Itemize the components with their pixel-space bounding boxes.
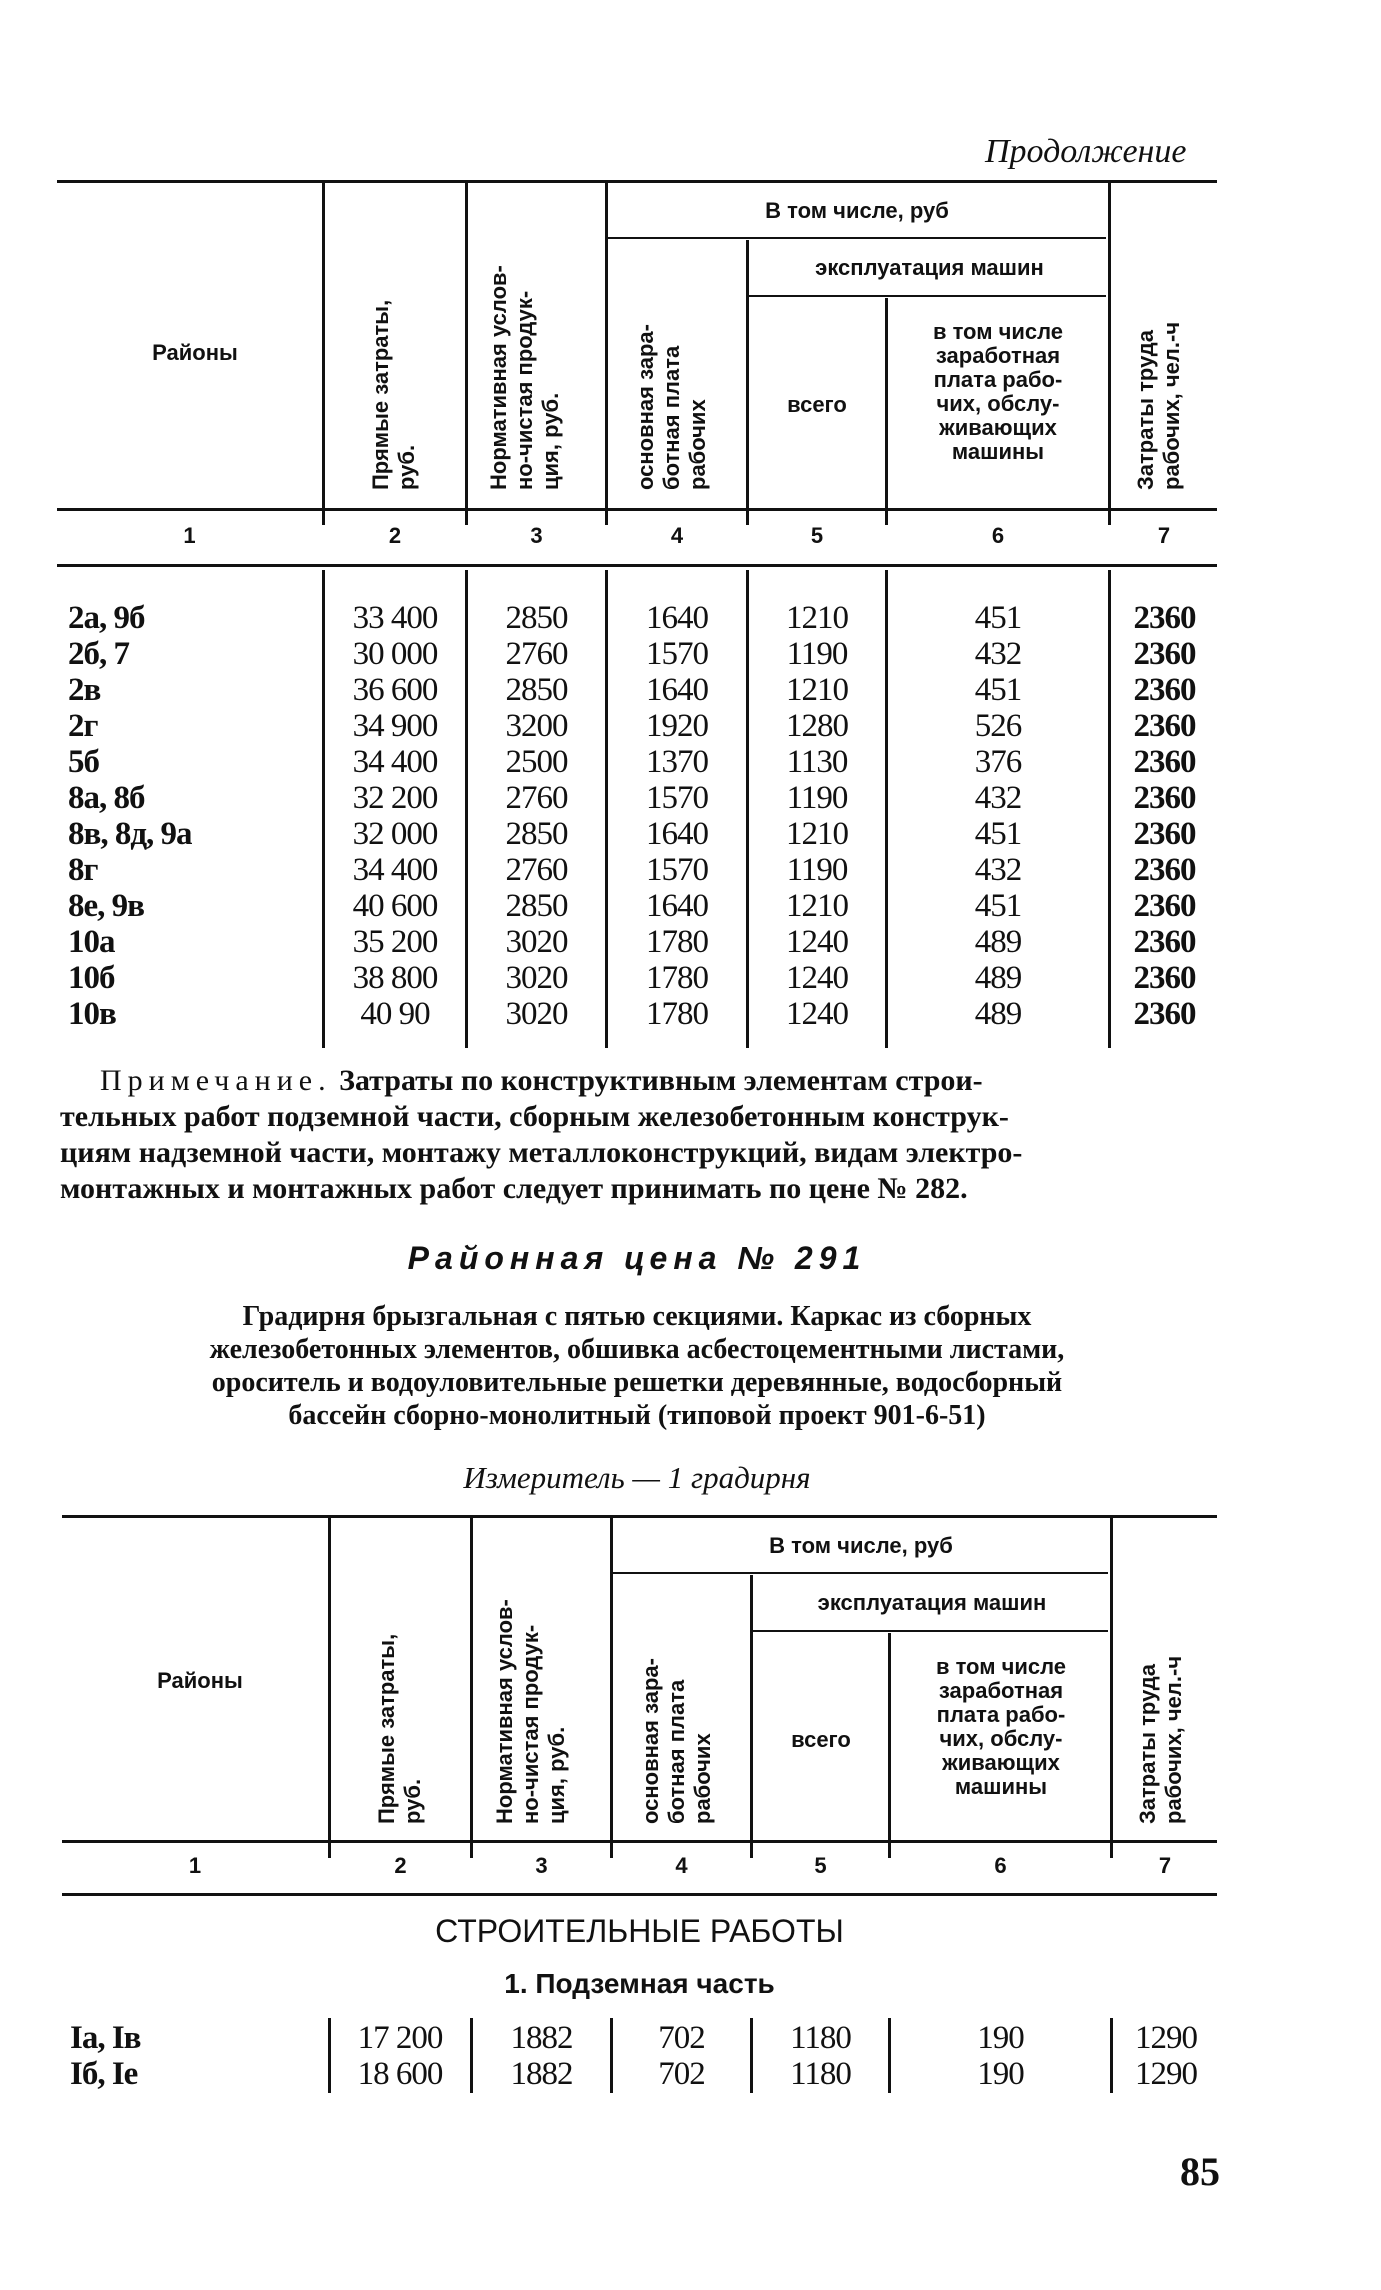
table-cell: 2а, 9б [68, 600, 145, 636]
table-cell: 5б [68, 744, 99, 780]
table-cell: 33 400 [352, 600, 438, 636]
table-cell: 36 600 [352, 672, 438, 708]
table-cell: 1190 [786, 852, 848, 888]
col-number-7: 7 [1157, 523, 1171, 548]
description-line: Градирня брызгальная с пятью секциями. Каркас из сборных [242, 1301, 1032, 1332]
col-number-1: 1 [183, 523, 196, 548]
table-cell: 526 [974, 708, 1022, 744]
table2-col-machines-total [755, 2020, 886, 2092]
header-including: В том числе, руб [769, 1533, 953, 1558]
header-normative-product: Нормативная услов- но-чистая продук- ция, руб. [492, 1599, 569, 1824]
table-cell: 451 [974, 672, 1022, 708]
col-number-7: 7 [1158, 1853, 1172, 1878]
table-cell: 1240 [786, 960, 848, 996]
table-cell: 1240 [786, 924, 848, 960]
table-cell: 2360 [1133, 744, 1196, 780]
header-machine-operation: эксплуатация машин [817, 1590, 1047, 1615]
header-direct-costs: Прямые затраты, руб. [368, 299, 419, 490]
table-cell: 1640 [646, 816, 708, 852]
table-cell: 451 [974, 888, 1022, 924]
table-cell: 2850 [505, 816, 568, 852]
table-cell: 34 400 [352, 744, 438, 780]
table-cell: 32 000 [352, 816, 438, 852]
table1-col-operator-wages [890, 600, 1106, 1032]
col-number-5: 5 [810, 523, 824, 548]
header-districts: Районы [152, 340, 238, 365]
table-cell: 2360 [1133, 816, 1196, 852]
note-text-line: циям надземной части, монтажу металлоконструкций, видам электро- [60, 1136, 1023, 1169]
table-cell: 1190 [786, 780, 848, 816]
table-cell: 38 800 [352, 960, 438, 996]
table-cell: 2760 [505, 780, 568, 816]
header-base-wages: основная зара- ботная плата рабочих [633, 324, 710, 490]
note-text-line: тельных работ подземной части, сборным железобетонным конструк- [60, 1100, 1009, 1133]
header-machine-operation: эксплуатация машин [815, 255, 1044, 280]
section-description [57, 1300, 1217, 1432]
table-cell: 18 600 [357, 2056, 443, 2092]
header-labor: Затраты труда рабочих, чел.-ч [1135, 1655, 1186, 1824]
table-cell: 3020 [505, 996, 568, 1032]
table-cell: 8в, 8д, 9а [68, 816, 192, 852]
table-cell: 2360 [1133, 888, 1196, 924]
table-cell: 40 600 [352, 888, 438, 924]
table-cell: 2360 [1133, 600, 1196, 636]
table-cell: Iа, Iв [70, 2020, 141, 2056]
table-cell: 2б, 7 [68, 636, 129, 672]
table-cell: 1640 [646, 672, 708, 708]
table-cell: 1570 [646, 780, 708, 816]
header-normative-product: Нормативная услов- но-чистая продук- ция, руб. [486, 265, 563, 490]
price-title: Районная цена № 291 [407, 1240, 867, 1276]
table-cell: 1280 [786, 708, 848, 744]
table-cell: 10а [68, 924, 115, 960]
subheading: 1. Подземная часть [504, 1968, 775, 1999]
table-cell: 3020 [505, 960, 568, 996]
table1-col-districts [68, 600, 318, 1032]
table1-col-direct-costs [328, 600, 462, 1032]
table-cell: 1920 [646, 708, 708, 744]
table-cell: 489 [974, 924, 1022, 960]
col-number-1: 1 [188, 1853, 202, 1878]
table-cell: 34 900 [352, 708, 438, 744]
table-cell: 3020 [505, 924, 568, 960]
table-cell: 702 [658, 2020, 705, 2056]
table-cell: 1780 [646, 996, 708, 1032]
table2-col-direct-costs [333, 2020, 467, 2092]
col-number-3: 3 [530, 523, 543, 548]
table-cell: 1780 [646, 924, 708, 960]
table-cell: 1882 [510, 2056, 573, 2092]
header-labor: Затраты труда рабочих, чел.-ч [1133, 321, 1184, 490]
table-cell: 8а, 8б [68, 780, 145, 816]
table-cell: 1882 [510, 2020, 573, 2056]
col-number-4: 4 [670, 523, 684, 548]
page-number: 85 [1180, 2149, 1220, 2194]
table1-col-machines-total [751, 600, 883, 1032]
table-cell: 30 000 [352, 636, 438, 672]
table1-col-base-wages [610, 600, 744, 1032]
header-operator-wages: в том числе заработная плата рабо- чих, обслу- живающих машины [935, 1654, 1067, 1799]
table-cell: Iб, Iе [70, 2056, 138, 2092]
header-districts: Районы [157, 1668, 243, 1693]
table-cell: 1210 [786, 888, 848, 924]
col-number-4: 4 [675, 1853, 688, 1878]
table-cell: 489 [974, 960, 1022, 996]
table-cell: 17 200 [357, 2020, 443, 2056]
header-including: В том числе, руб [765, 198, 949, 223]
col-number-3: 3 [535, 1853, 548, 1878]
table-cell: 1240 [786, 996, 848, 1032]
table-cell: 2360 [1133, 852, 1196, 888]
table-cell: 1370 [646, 744, 708, 780]
note-label: Примечание. [100, 1064, 332, 1097]
table-cell: 1130 [786, 744, 848, 780]
table-cell: 2850 [505, 600, 568, 636]
table-cell: 2760 [505, 852, 568, 888]
table1-col-labor [1112, 600, 1217, 1032]
table-cell: 2г [68, 708, 98, 744]
description-line: бассейн сборно-монолитный (типовой проект 901-6-51) [288, 1400, 986, 1431]
table-cell: 1180 [790, 2056, 851, 2092]
table-cell: 1570 [646, 852, 708, 888]
table-cell: 1640 [646, 888, 708, 924]
table-cell: 32 200 [352, 780, 438, 816]
table-cell: 1640 [646, 600, 708, 636]
table-cell: 10в [68, 996, 116, 1032]
col-number-5: 5 [814, 1853, 827, 1878]
table-cell: 2360 [1133, 708, 1196, 744]
table-cell: 1190 [786, 636, 848, 672]
table-cell: 2360 [1133, 780, 1196, 816]
note [60, 1063, 1230, 1207]
table2-col-districts [70, 2020, 320, 2092]
header-operator-wages: в том числе заработная плата рабо- чих, обслу- живающих машины [932, 319, 1064, 464]
table-cell: 40 90 [360, 996, 430, 1032]
col-number-2: 2 [388, 523, 402, 548]
table-cell: 1570 [646, 636, 708, 672]
table-cell: 432 [974, 636, 1022, 672]
header-machines-total: всего [787, 392, 847, 417]
measure-label: Измеритель — 1 градирня [463, 1460, 811, 1495]
continuation-label: Продолжение [985, 133, 1187, 170]
col-number-6: 6 [994, 1853, 1007, 1878]
table-cell: 1210 [786, 816, 848, 852]
table-cell: 2360 [1133, 996, 1196, 1032]
table2-col-operator-wages [893, 2020, 1108, 2092]
table2-col-base-wages [615, 2020, 748, 2092]
description-line: железобетонных элементов, обшивка асбестоцементными листами, [209, 1334, 1065, 1365]
table-cell: 1180 [790, 2020, 851, 2056]
table-cell: 432 [974, 780, 1022, 816]
table2-col-labor [1115, 2020, 1217, 2092]
table-cell: 451 [974, 600, 1022, 636]
table2-col-normative [475, 2020, 608, 2092]
table-cell: 3200 [505, 708, 568, 744]
table1-col-normative [470, 600, 603, 1032]
table-cell: 8е, 9в [68, 888, 144, 924]
table-cell: 2360 [1133, 960, 1196, 996]
table-cell: 190 [977, 2056, 1024, 2092]
table-cell: 2760 [505, 636, 568, 672]
table-cell: 1210 [786, 672, 848, 708]
table-cell: 10б [68, 960, 115, 996]
note-text-line: Затраты по конструктивным элементам строи- [331, 1064, 983, 1097]
table-cell: 2500 [505, 744, 568, 780]
note-text-line: монтажных и монтажных работ следует принимать по цене № 282. [60, 1172, 968, 1205]
table-cell: 35 200 [352, 924, 438, 960]
table-cell: 1780 [646, 960, 708, 996]
col-number-2: 2 [394, 1853, 407, 1878]
table-cell: 1210 [786, 600, 848, 636]
table-cell: 376 [974, 744, 1022, 780]
header-base-wages: основная зара- ботная плата рабочих [638, 1658, 715, 1824]
table-cell: 2850 [505, 888, 568, 924]
table-cell: 8г [68, 852, 98, 888]
table-cell: 34 400 [352, 852, 438, 888]
table-cell: 2360 [1133, 636, 1196, 672]
table-cell: 2360 [1133, 924, 1196, 960]
header-direct-costs: Прямые затраты, руб. [374, 1633, 425, 1824]
description-line: ороситель и водоуловительные решетки деревянные, водосборный [211, 1367, 1063, 1398]
table-cell: 2850 [505, 672, 568, 708]
table-cell: 702 [658, 2056, 705, 2092]
table-cell: 432 [974, 852, 1022, 888]
col-number-6: 6 [991, 523, 1005, 548]
table-cell: 2360 [1133, 672, 1196, 708]
table-cell: 1290 [1135, 2020, 1197, 2056]
table-cell: 451 [974, 816, 1022, 852]
table-cell: 1290 [1135, 2056, 1197, 2092]
table-cell: 190 [977, 2020, 1024, 2056]
table-cell: 489 [974, 996, 1022, 1032]
works-heading: СТРОИТЕЛЬНЫЕ РАБОТЫ [435, 1913, 844, 1949]
header-machines-total: всего [791, 1727, 851, 1752]
table-cell: 2в [68, 672, 101, 708]
